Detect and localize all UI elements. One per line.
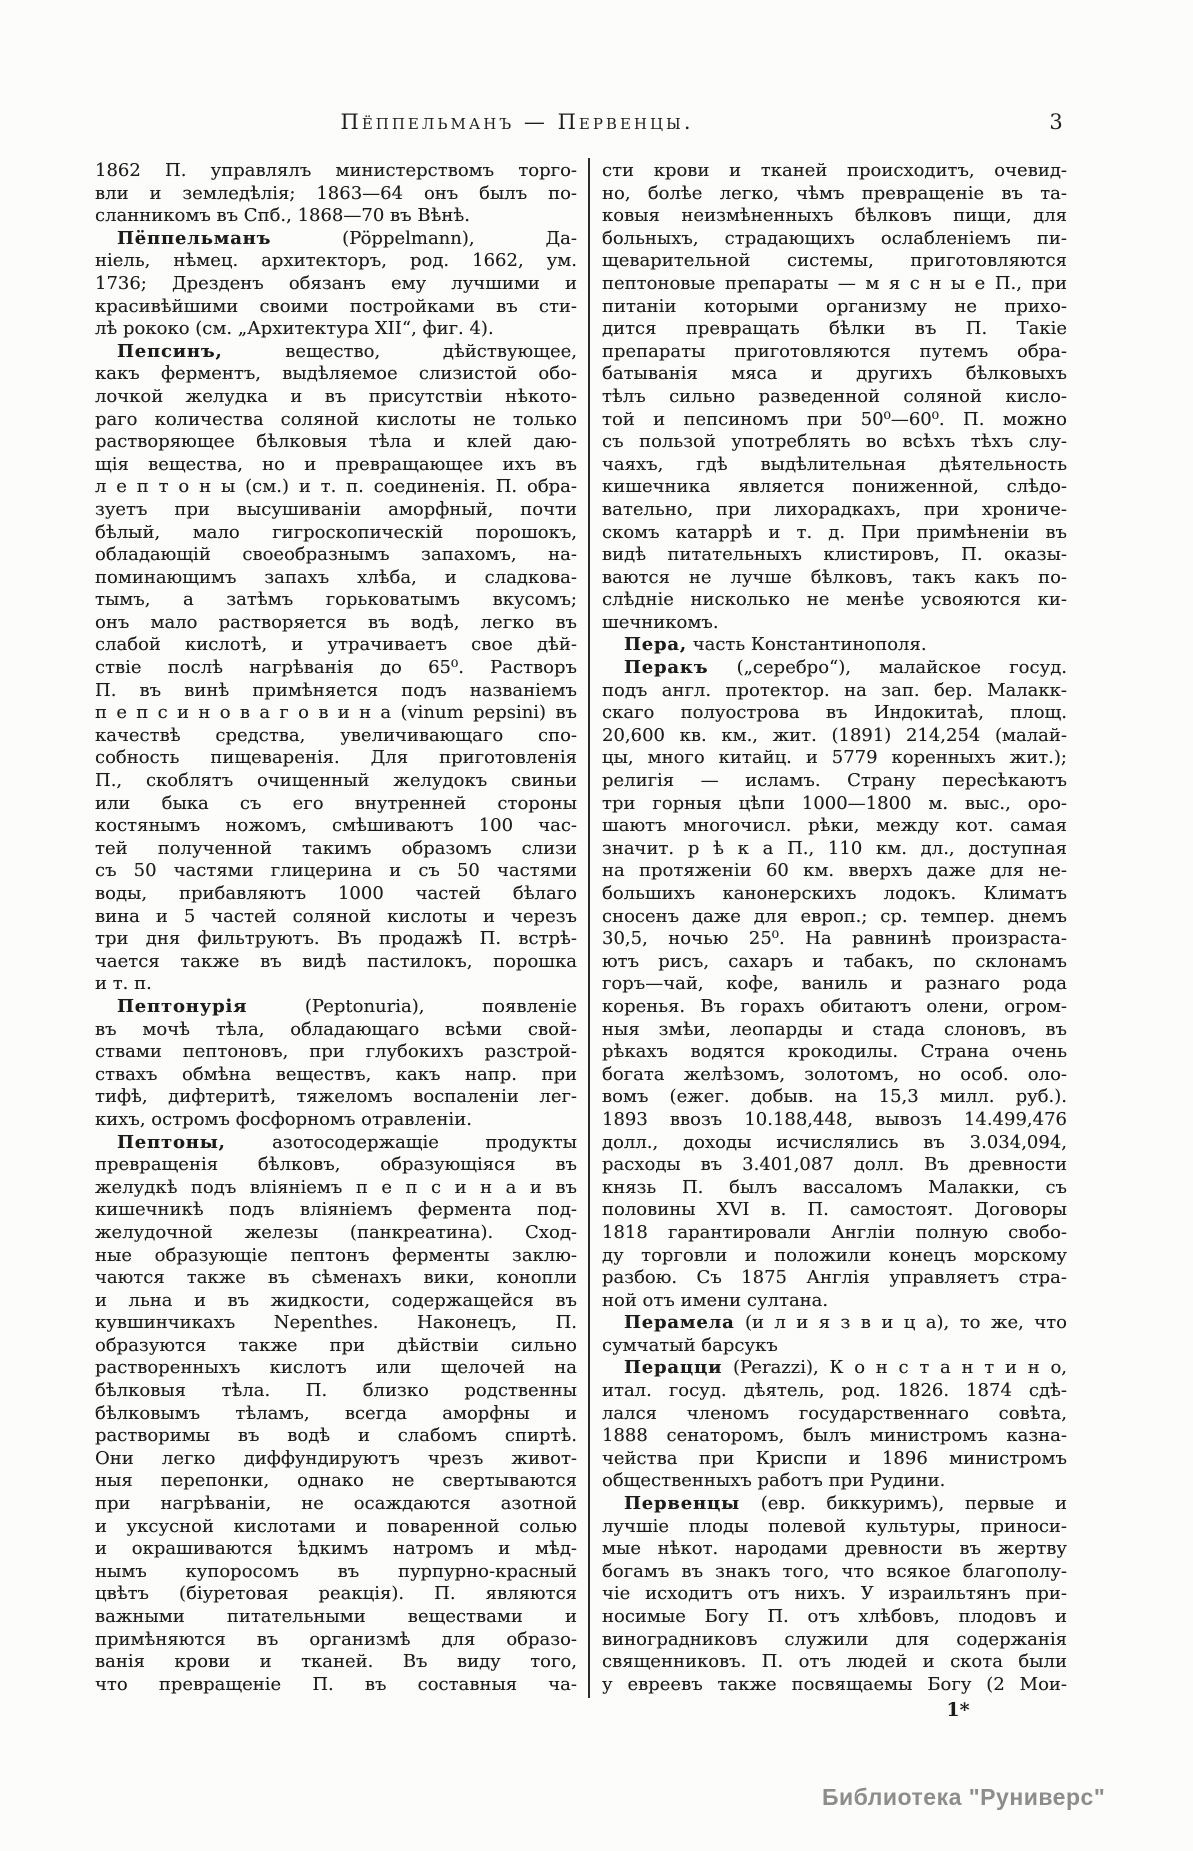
text-line: сносенъ даже для европ.; ср. темпер. днемъ [602,905,1067,927]
text-line: религія — исламъ. Страну пересѣкаютъ [602,770,1067,792]
text-line: съ 50 частями глицерина и съ 50 частями [95,860,577,882]
text-line: питаніи которыми организму не прихо- [602,295,1067,317]
text-line: и льна и въ жидкости, содержащейся въ [95,1289,577,1311]
text-line: три дня фильтруютъ. Въ продажѣ П. встрѣ- [95,928,577,950]
text-line: Перамела (и л и я з в и ц а), то же, что [624,1312,1067,1334]
text-line: поминающимъ запахъ хлѣба, и сладкова- [95,566,577,588]
text-line: 1888 сенаторомъ, былъ министромъ казна- [602,1425,1067,1447]
text-line: подъ англ. протектор. на зап. бер. Малакк- [602,679,1067,701]
text-line: итал. госуд. дѣятель, род. 1826. 1874 сдѣ- [602,1380,1067,1402]
text-line: лался членомъ государственнаго совѣта, [602,1402,1067,1424]
text-line: Перацци (Perazzi), К о н с т а н т и н о, [624,1357,1067,1379]
text-line: богата желѣзомъ, золотомъ, но особ. оло- [602,1063,1067,1085]
entry-term: Пера, [624,634,687,656]
entry-paragraph [95,160,577,228]
text-line: вина и 5 частей соляной кислоты и черезъ [95,905,577,927]
text-line: что превращеніе П. въ составныя ча- [95,1673,577,1695]
text-line: чіе исходитъ отъ нихъ. У израильтянъ при- [602,1583,1067,1605]
text-line: разбою. Съ 1875 Англія управляетъ стра- [602,1267,1067,1289]
text-line: кишечникѣ подъ вліяніемъ фермента под- [95,1199,577,1221]
text-line: большихъ канонерскихъ лодокъ. Климатъ [602,883,1067,904]
entry-paragraph [95,996,577,1132]
text-line: 20,600 кв. км., жит. (1891) 214,254 (малай- [602,724,1067,746]
entry-term: Перацци [624,1357,723,1379]
text-line: долл., доходы исчислялись въ 3.034,094, [602,1131,1067,1153]
entry-paragraph [602,1493,1067,1696]
text-line: желудкѣ подъ вліяніемъ п е п с и н а и въ [95,1176,577,1198]
text-line: цвѣтъ (біуретовая реакція). П. являются [95,1583,577,1605]
text-line: пептоновые препараты — м я с н ы е П., при [602,272,1067,294]
text-line: общественныхъ работъ при Рудини. [602,1470,946,1492]
text-line: носимые Богу П. отъ хлѣбовъ, плодовъ и [602,1606,1067,1627]
text-line: дится превращать бѣлки въ П. Такіе [602,318,1067,340]
entry-paragraph [95,1132,577,1697]
text-line: коренья. Въ горахъ обитаютъ олени, огром- [602,995,1067,1017]
text-line: растворяющее бѣлковыя тѣла и клей даю- [95,431,577,453]
text-line: бѣлковыя тѣла. П. близко родственны [95,1380,577,1402]
text-line: бѣлый, мало гигроскопическій порошокъ, [95,521,577,543]
text-line: зуетъ при высушиваніи аморфный, почти [95,498,577,520]
text-line: чаяхъ, гдѣ выдѣлительная дѣятельность [602,453,1067,475]
text-line: л е п т о н ы (см.) и т. п. соединенія. П. обра- [95,476,577,498]
text-line: но, болѣе легко, чѣмъ превращеніе въ та- [602,182,1067,204]
text-line: въ мочѣ тѣла, обладающаго всѣми свой- [95,1018,577,1040]
text-line: растворенныхъ кислотъ или щелочей на [95,1357,577,1379]
text-line: Пептонурія (Peptonuria), появленіе [117,995,577,1017]
text-line: или быка съ его внутренней стороны [95,792,577,814]
text-line: превращенія бѣлковъ, образующіяся въ [95,1154,577,1176]
text-line: три горныя цѣпи 1000—1800 м. выс., оро- [602,792,1067,814]
text-line: ванія крови и тканей. Въ виду того, [95,1651,577,1673]
text-line: сумчатый барсукъ [602,1334,778,1356]
text-line: значит. р ѣ к а П., 110 км. дл., доступная [602,837,1067,859]
text-line: Первенцы (евр. биккуримъ), первые и [624,1493,1067,1515]
text-line: какъ ферментъ, выдѣляемое слизистой обо- [95,363,577,385]
text-line: щія вещества, но и превращающее ихъ въ [95,453,577,475]
text-line: собность пищеваренія. Для приготовленія [95,747,577,769]
text-line: цы, много китайц. и 5779 коренныхъ жит.); [602,747,1067,769]
text-line: 1893 ввозъ 10.188,448, вывозъ 14.499,476 [602,1108,1067,1130]
text-line: при нагрѣваніи, не осаждаются азотной [95,1493,577,1515]
text-line: и т. п. [95,973,152,995]
text-line: чается также въ видѣ пастилокъ, порошка [95,950,577,972]
entry-term: Пептонурія [117,995,248,1017]
text-line: тей полученной такимъ образомъ слизи [95,837,577,859]
text-line: нымъ купоросомъ въ пурпурно-красный [95,1560,577,1582]
text-line: тифѣ, дифтеритѣ, тяжеломъ воспаленіи лег- [95,1086,577,1108]
entry-paragraph [602,160,1067,634]
text-line: щеварительной системы, приготовляются [602,250,1067,272]
text-line: ствами пептоновъ, при глубокихъ разстрой- [95,1041,577,1063]
text-line: богамъ въ знакъ того, что всякое благополу- [602,1560,1067,1582]
text-line: виноградниковъ служили для содержанія [602,1628,1067,1650]
text-line: вательно, при лихорадкахъ, при хрониче- [602,498,1067,520]
entry-term: Перакъ [624,657,709,679]
entry-term: Пептоны, [117,1131,226,1153]
text-line: вомъ (ежег. добыв. на 15,3 милл. руб.). [602,1086,1067,1108]
text-line: шаютъ многочисл. рѣки, между кот. самая [602,815,1067,837]
text-line: ковыя неизмѣненныхъ бѣлковъ пищи, для [602,205,1067,227]
text-line: той и пепсиномъ при 50⁰—60⁰. П. можно [602,408,1067,430]
text-line: ные образующіе пептонъ ферменты заклю- [95,1244,577,1266]
text-line: образуются также при дѣйствіи сильно [95,1334,577,1356]
text-line: князь П. былъ вассаломъ Малакки, съ [602,1176,1067,1198]
text-line: 1736; Дрезденъ обязанъ ему лучшими и [95,272,577,294]
entry-term: Первенцы [624,1493,740,1515]
text-line: ютъ рисъ, сахаръ и табакъ, по склонамъ [602,950,1067,972]
page-number: 3 [1049,110,1063,134]
text-line: чаются также въ сѣменахъ вики, конопли [95,1267,577,1289]
text-line: Пепсинъ, вещество, дѣйствующее, [117,340,577,362]
text-line: ду торговли и положили конецъ морскому [602,1244,1067,1266]
text-line: горъ—чай, кофе, ваниль и разнаго рода [602,973,1067,995]
text-line: скомъ катаррѣ и т. д. При примѣненіи въ [602,521,1067,543]
text-line: половины XVI в. П. самостоят. Договоры [602,1199,1067,1221]
text-line: Пера, часть Константинополя. [624,634,927,656]
text-line: качествѣ средства, увеличивающаго спо- [95,724,577,746]
text-line: скаго полуострова въ Индокитаѣ, площ. [602,702,1067,724]
text-line: ствахъ обмѣна веществъ, какъ напр. при [95,1063,577,1085]
text-line: лѣ рококо (см. „Архитектура XII“, фиг. 4). [95,318,494,340]
text-line: онъ мало растворяется въ водѣ, легко въ [95,611,577,633]
text-line: тѣлъ сильно разведенной соляной кисло- [602,385,1067,407]
text-line: п е п с и н о в а г о в и н а (vinum pepsini) въ [95,702,577,724]
text-line: священниковъ. П. отъ людей и скота были [602,1651,1067,1673]
text-line: 1818 гарантировали Англіи полную свобо- [602,1221,1067,1243]
entry-term: Пёппельманъ [117,227,272,249]
entry-term: Пепсинъ, [117,340,223,362]
text-line: кувшинчикахъ Nepenthes. Наконецъ, П. [95,1312,577,1334]
text-line: бѣлковымъ тѣламъ, всегда аморфны и [95,1402,577,1424]
text-line: ныя перепонки, однако не свертываются [95,1470,577,1492]
entry-paragraph [602,1312,1067,1357]
text-line: 30,5, ночью 25⁰. На равнинѣ произраста- [602,928,1067,950]
text-line: сланникомъ въ Спб., 1868—70 въ Вѣнѣ. [95,205,470,227]
entry-paragraph [95,341,577,996]
text-line: тымъ, а затѣмъ горьковатымъ вкусомъ; [95,589,577,611]
text-line: красивѣйшими своими постройками въ сти- [95,295,577,317]
text-line: батыванія мяса и другихъ бѣлковыхъ [602,363,1067,385]
text-line: на протяженіи 60 км. вверхъ даже для не- [602,860,1067,882]
text-line: ной отъ имени султана. [602,1289,829,1311]
running-title: Пёппельманъ — Первенцы. [340,110,694,134]
text-line: Пёппельманъ (Pöppelmann), Да- [117,227,577,249]
text-line: раго количества соляной кислоты не только [95,408,577,430]
library-watermark: Библиотека "Руниверс" [822,1784,1106,1810]
text-line: П., скоблятъ очищенный желудокъ свиньи [95,770,577,792]
text-line: ныя змѣи, леопарды и стада слоновъ, въ [602,1018,1067,1040]
text-line: расходы въ 3.401,087 долл. Въ древности [602,1154,1067,1176]
text-line: и окрашиваются ѣдкимъ натромъ и мѣд- [95,1538,577,1560]
entry-paragraph [602,634,1067,657]
text-line: слѣдніе нисколько не менѣе усвояются ки- [602,589,1067,611]
text-line: шечникомъ. [602,611,719,633]
text-line: съ пользой употреблять во всѣхъ тѣхъ слу- [602,431,1067,453]
text-line: желудочной железы (панкреатина). Сход- [95,1221,577,1243]
text-line: 1862 П. управлялъ министерствомъ торго- [95,160,577,181]
text-line: рѣкахъ водятся крокодилы. Страна очень [602,1041,1067,1063]
text-line: слабой кислотѣ, и утрачиваетъ свое дѣй- [95,634,577,656]
text-line: костянымъ ножомъ, смѣшиваютъ 100 час- [95,815,577,837]
text-line: препараты приготовляются путемъ обра- [602,340,1067,362]
text-line: ніель, нѣмец. архитекторъ, род. 1662, ум. [95,250,577,272]
text-line: сти крови и тканей происходитъ, очевид- [602,160,1067,181]
text-line: кихъ, остромъ фосфорномъ отравленіи. [95,1108,472,1130]
right-column [602,160,1067,1696]
text-line: вли и земледѣлія; 1863—64 онъ былъ по- [95,182,577,204]
text-line: обладающій своеобразнымъ запахомъ, на- [95,544,577,566]
text-line: кишечника является пониженной, слѣдо- [602,476,1067,498]
text-line: Перакъ („серебро“), малайское госуд. [624,657,1067,679]
left-column [95,160,577,1696]
text-line: Пептоны, азотосодержащіе продукты [117,1131,577,1153]
text-line: ваются не лучше бѣлковъ, такъ какъ по- [602,566,1067,588]
entry-term: Перамела [624,1312,735,1334]
text-line: ствіе послѣ нагрѣванія до 65⁰. Растворъ [95,657,577,679]
text-line: растворимы въ водѣ и слабомъ спиртѣ. [95,1425,577,1447]
text-line: важными питательными веществами и [95,1606,577,1627]
text-line: чейства при Криспи и 1896 министромъ [602,1447,1067,1469]
text-line: П. въ винѣ примѣняется подъ названіемъ [95,679,577,701]
text-line: лочкой желудка и въ присутствіи нѣкото- [95,385,577,407]
text-line: лучшіе плоды полевой культуры, приноси- [602,1515,1067,1537]
text-line: мые нѣкот. народами древности въ жертву [602,1538,1067,1560]
entry-paragraph [95,228,577,341]
text-line: примѣняются въ организмѣ для образо- [95,1628,577,1650]
text-line: воды, прибавляютъ 1000 частей бѣлаго [95,883,577,904]
signature-mark: 1* [946,1699,970,1721]
text-line: больныхъ, страдающихъ ослабленіемъ пи- [602,227,1067,249]
text-line: у евреевъ также посвящаемы Богу (2 Мои- [602,1673,1067,1695]
column-divider-rule [588,158,590,1698]
text-line: и уксусной кислотами и поваренной солью [95,1515,577,1537]
text-line: Они легко диффундируютъ чрезъ живот- [95,1447,577,1469]
text-line: видѣ питательныхъ клистировъ, П. оказы- [602,544,1067,566]
entry-paragraph [602,657,1067,1312]
entry-paragraph [602,1357,1067,1493]
